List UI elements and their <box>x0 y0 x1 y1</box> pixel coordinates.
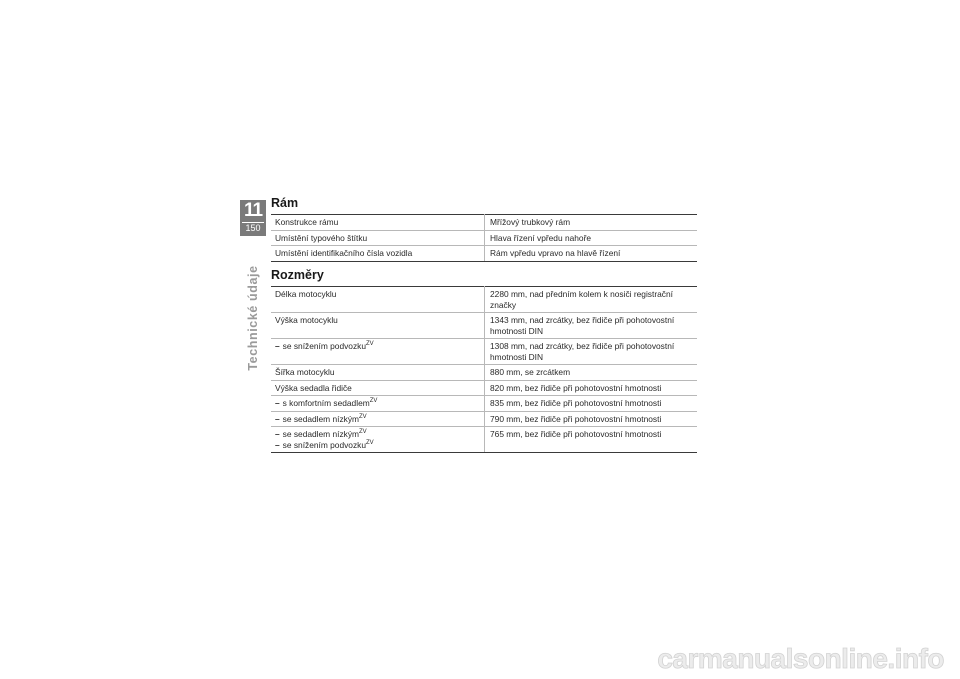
row-value: 2280 mm, nad předním kolem k nosiči registrační značky <box>485 287 698 313</box>
dash-marker: – <box>275 341 280 351</box>
row-label-sub <box>271 411 485 427</box>
side-chapter-title: Technické údaje <box>246 265 260 371</box>
table-row <box>271 396 697 412</box>
row-label: Výška sedadla řidiče <box>271 380 485 396</box>
row-value: Hlava řízení vpředu nahoře <box>485 230 698 246</box>
section-title-frame: Rám <box>271 196 299 210</box>
row-value: 1343 mm, nad zrcátky, bez řidiče při pohotovostní hmotnosti DIN <box>485 313 698 339</box>
page-number: 150 <box>242 222 264 234</box>
sub-label: se snížením podvozku <box>282 439 367 450</box>
sub-label-line <box>275 440 480 451</box>
table-row <box>271 230 697 246</box>
row-value: 880 mm, se zrcátkem <box>485 365 698 381</box>
sub-label: se sedadlem nízkým <box>282 413 360 424</box>
dimensions-table <box>271 286 697 453</box>
table-row <box>271 246 697 262</box>
section-title-dimensions: Rozměry <box>271 268 324 282</box>
row-label-sub <box>271 339 485 365</box>
row-label-sub <box>271 396 485 412</box>
row-label-sub <box>271 427 485 453</box>
table-row <box>271 339 697 365</box>
sub-label: s komfortním sedadlem <box>282 398 370 408</box>
dash-marker: – <box>275 439 280 450</box>
row-value: 835 mm, bez řidiče při pohotovostní hmotnosti <box>485 396 698 412</box>
row-label: Šířka motocyklu <box>271 365 485 381</box>
row-value: 820 mm, bez řidiče při pohotovostní hmotnosti <box>485 380 698 396</box>
table-row <box>271 411 697 427</box>
table-row <box>271 380 697 396</box>
row-label: Délka motocyklu <box>271 287 485 313</box>
table-row <box>271 365 697 381</box>
watermark-text: carmanualsonline.info <box>657 643 944 674</box>
dash-marker: – <box>275 413 280 424</box>
frame-table <box>271 214 697 262</box>
row-value: Rám vpředu vpravo na hlavě řízení <box>485 246 698 262</box>
row-label: Výška motocyklu <box>271 313 485 339</box>
chapter-tab <box>240 200 266 236</box>
row-value: Mřížový trubkový rám <box>485 215 698 231</box>
dash-marker: – <box>275 429 280 439</box>
row-label: Umístění identifikačního čísla vozidla <box>271 246 485 262</box>
row-label: Umístění typového štítku <box>271 230 485 246</box>
row-value: 765 mm, bez řidiče při pohotovostní hmotnosti <box>485 427 698 453</box>
optional-equipment-mark: ZV <box>359 413 367 420</box>
table-row <box>271 215 697 231</box>
dash-marker: – <box>275 398 280 408</box>
optional-equipment-mark: ZV <box>369 398 378 405</box>
sub-label: se sedadlem nízkým <box>282 429 360 439</box>
optional-equipment-mark: ZV <box>366 439 374 446</box>
optional-equipment-mark: ZV <box>366 341 374 348</box>
sub-label-line <box>275 429 480 440</box>
row-label: Konstrukce rámu <box>271 215 485 231</box>
chapter-number: 11 <box>243 200 263 221</box>
optional-equipment-mark: ZV <box>359 429 367 436</box>
row-value: 790 mm, bez řidiče při pohotovostní hmotnosti <box>485 411 698 427</box>
table-row <box>271 427 697 453</box>
table-row <box>271 287 697 313</box>
sub-label: se snížením podvozku <box>282 341 367 351</box>
table-row <box>271 313 697 339</box>
row-value: 1308 mm, nad zrcátky, bez řidiče při pohotovostní hmotnosti DIN <box>485 339 698 365</box>
